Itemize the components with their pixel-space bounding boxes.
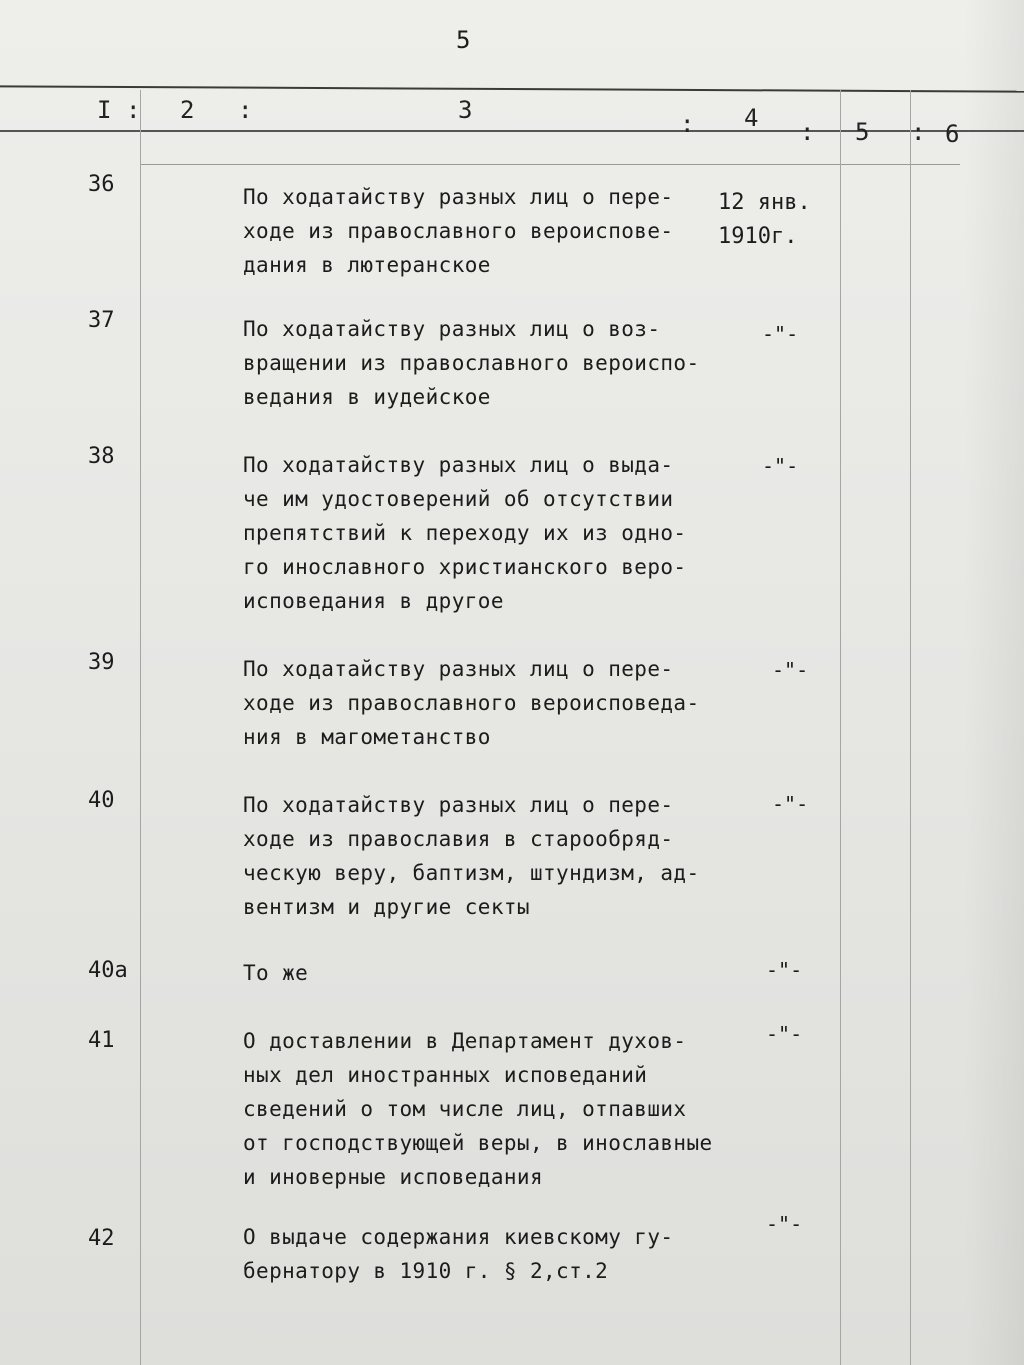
header-underline bbox=[140, 164, 960, 165]
description-line: ходе из православного вероиспове- bbox=[243, 219, 674, 243]
description-line: ведания в иудейское bbox=[243, 385, 491, 409]
header-separator: : bbox=[800, 118, 815, 146]
header-col-5: 5 bbox=[855, 118, 870, 146]
date-line: 1910г. bbox=[718, 224, 798, 249]
entry-description bbox=[243, 652, 743, 754]
entry-description bbox=[243, 448, 743, 618]
description-line: че им удостоверений об отсутствии bbox=[243, 487, 674, 511]
page-number: 5 bbox=[456, 26, 471, 54]
entry-number: 40а bbox=[88, 958, 128, 983]
header-separator: : bbox=[238, 96, 253, 124]
description-line: По ходатайству разных лиц о выда- bbox=[243, 453, 674, 477]
description-line: О доставлении в Департамент духов- bbox=[243, 1029, 687, 1053]
description-line: ных дел иностранных исповеданий bbox=[243, 1063, 648, 1087]
ditto-mark: -"- bbox=[772, 792, 809, 816]
entry-number: 42 bbox=[88, 1226, 115, 1251]
ditto-mark: -"- bbox=[762, 454, 799, 478]
ditto-mark: -"- bbox=[766, 1022, 803, 1046]
description-line: бернатору в 1910 г. § 2,ст.2 bbox=[243, 1259, 609, 1283]
entry-description bbox=[243, 312, 743, 414]
entry-number: 38 bbox=[88, 444, 115, 469]
ditto-mark: -"- bbox=[772, 658, 809, 682]
header-col-4: 4 bbox=[744, 104, 759, 132]
description-line: сведений о том числе лиц, отпавших bbox=[243, 1097, 687, 1121]
entry-number: 40 bbox=[88, 788, 115, 813]
description-line: препятствий к переходу их из одно- bbox=[243, 521, 687, 545]
description-line: от господствующей веры, в инославные bbox=[243, 1131, 713, 1155]
page-shadow bbox=[964, 0, 1024, 1365]
entry-number: 39 bbox=[88, 650, 115, 675]
column-divider-5 bbox=[910, 90, 911, 1365]
entry-description bbox=[243, 788, 743, 924]
entry-description bbox=[243, 1024, 743, 1194]
description-line: вращении из православного вероиспо- bbox=[243, 351, 700, 375]
date-line: 12 янв. bbox=[718, 190, 811, 215]
entry-description bbox=[243, 180, 743, 282]
entry-number: 36 bbox=[88, 172, 115, 197]
header-bottom-rule bbox=[0, 130, 1024, 132]
header-separator: : bbox=[911, 118, 926, 146]
description-line: По ходатайству разных лиц о пере- bbox=[243, 657, 674, 681]
entry-description bbox=[243, 956, 743, 990]
description-line: и иноверные исповедания bbox=[243, 1165, 543, 1189]
entry-number: 41 bbox=[88, 1028, 115, 1053]
header-separator: : bbox=[126, 96, 141, 124]
description-line: ходе из православия в старообряд- bbox=[243, 827, 674, 851]
column-divider-4 bbox=[840, 90, 841, 1365]
header-separator: : bbox=[680, 110, 695, 138]
description-line: То же bbox=[243, 961, 309, 985]
ditto-mark: -"- bbox=[766, 958, 803, 982]
description-line: По ходатайству разных лиц о пере- bbox=[243, 793, 674, 817]
entry-number: 37 bbox=[88, 308, 115, 333]
description-line: ния в магометанство bbox=[243, 725, 491, 749]
description-line: О выдаче содержания киевскому гу- bbox=[243, 1225, 674, 1249]
ditto-mark: -"- bbox=[762, 322, 799, 346]
description-line: ческую веру, баптизм, штундизм, ад- bbox=[243, 861, 700, 885]
ditto-mark: -"- bbox=[766, 1212, 803, 1236]
description-line: дания в лютеранское bbox=[243, 253, 491, 277]
header-col-2: 2 bbox=[180, 96, 195, 124]
header-col-3: 3 bbox=[458, 96, 473, 124]
description-line: ходе из православного вероисповеда- bbox=[243, 691, 700, 715]
description-line: исповедания в другое bbox=[243, 589, 504, 613]
description-line: По ходатайству разных лиц о пере- bbox=[243, 185, 674, 209]
column-divider-1 bbox=[140, 90, 141, 1365]
header-col-1: I bbox=[97, 96, 112, 124]
header-top-rule bbox=[0, 85, 1024, 92]
header-col-6: 6 bbox=[945, 120, 960, 148]
description-line: вентизм и другие секты bbox=[243, 895, 530, 919]
entry-description bbox=[243, 1220, 743, 1288]
description-line: По ходатайству разных лиц о воз- bbox=[243, 317, 661, 341]
description-line: го инославного христианского веро- bbox=[243, 555, 687, 579]
entry-date bbox=[718, 186, 811, 254]
